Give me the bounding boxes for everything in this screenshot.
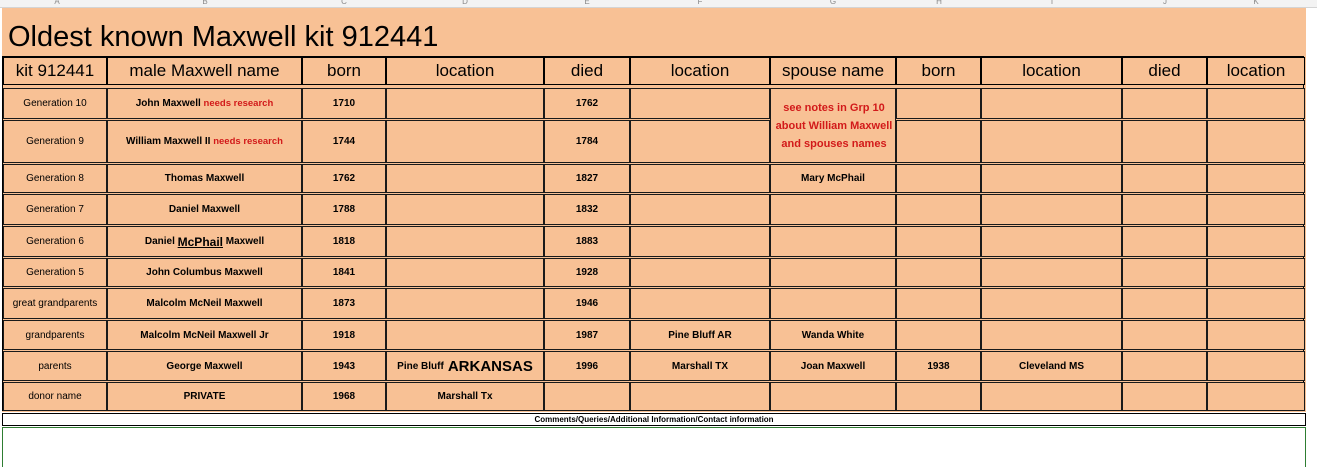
spouse-born-cell[interactable] <box>896 120 981 163</box>
generation-cell[interactable]: Generation 7 <box>3 194 107 225</box>
spouse-died-cell[interactable] <box>1122 120 1207 163</box>
generation-cell[interactable]: grandparents <box>3 320 107 350</box>
generation-cell[interactable]: Generation 6 <box>3 226 107 257</box>
spouse-location-cell[interactable] <box>981 382 1122 411</box>
spouse-location-cell[interactable] <box>981 194 1122 225</box>
spouse-died-cell[interactable] <box>1122 226 1207 257</box>
name-cell[interactable]: Daniel Maxwell <box>107 194 302 225</box>
location-cell[interactable] <box>386 288 544 319</box>
spouse-cell[interactable] <box>770 382 896 411</box>
name-cell[interactable] <box>107 88 302 119</box>
header-cell[interactable]: kit 912441 <box>3 57 107 85</box>
died-cell[interactable]: 1987 <box>544 320 630 350</box>
header-cell[interactable]: location <box>981 57 1122 85</box>
column-letter[interactable]: G <box>829 0 837 6</box>
name-cell[interactable]: John Columbus Maxwell <box>107 258 302 287</box>
location-cell[interactable] <box>386 320 544 350</box>
name-text: John Maxwell <box>135 98 201 109</box>
generation-cell[interactable]: parents <box>3 351 107 381</box>
name-cell[interactable]: Thomas Maxwell <box>107 164 302 193</box>
name-part-underlined: McPhail <box>177 234 223 249</box>
died-cell[interactable]: 1928 <box>544 258 630 287</box>
died-cell[interactable]: 1832 <box>544 194 630 225</box>
spouse-died-cell[interactable] <box>1122 258 1207 287</box>
name-cell[interactable]: Malcolm McNeil Maxwell <box>107 288 302 319</box>
spouse-location-cell[interactable] <box>981 288 1122 319</box>
spouse-died-cell[interactable] <box>1122 164 1207 193</box>
died-location-cell[interactable]: Pine Bluff AR <box>630 320 770 350</box>
born-cell[interactable]: 1968 <box>302 382 386 411</box>
spouse-born-cell[interactable] <box>896 164 981 193</box>
born-cell[interactable]: 1841 <box>302 258 386 287</box>
spouse-died-cell[interactable] <box>1122 88 1207 119</box>
research-note: needs research <box>203 98 274 109</box>
generation-cell[interactable]: Generation 10 <box>3 88 107 119</box>
header-cell[interactable]: location <box>386 57 544 85</box>
died-location-cell[interactable] <box>630 288 770 319</box>
generation-cell[interactable]: great grandparents <box>3 288 107 319</box>
spouse-location-cell[interactable] <box>981 164 1122 193</box>
column-letter[interactable]: A <box>54 0 60 6</box>
name-cell[interactable]: George Maxwell <box>107 351 302 381</box>
spouse-cell[interactable] <box>770 288 896 319</box>
column-letter[interactable]: B <box>202 0 208 6</box>
died-location-cell[interactable] <box>630 88 770 119</box>
spouse-born-cell[interactable] <box>896 88 981 119</box>
name-part: Daniel <box>144 236 175 247</box>
died-cell[interactable]: 1784 <box>544 120 630 163</box>
generation-cell[interactable]: Generation 9 <box>3 120 107 163</box>
location-cell[interactable] <box>386 226 544 257</box>
generation-cell[interactable]: Generation 5 <box>3 258 107 287</box>
location-small: Pine Bluff <box>397 360 444 372</box>
died-cell[interactable] <box>544 382 630 411</box>
research-note: needs research <box>213 136 283 147</box>
location-cell[interactable]: Marshall Tx <box>386 382 544 411</box>
born-cell[interactable]: 1744 <box>302 120 386 163</box>
born-cell[interactable]: 1873 <box>302 288 386 319</box>
spouse-died-location-cell[interactable] <box>1207 226 1305 257</box>
column-header-bar <box>0 0 1317 8</box>
died-cell[interactable]: 1762 <box>544 88 630 119</box>
spouse-born-cell[interactable] <box>896 194 981 225</box>
header-cell[interactable]: born <box>896 57 981 85</box>
column-letter[interactable]: K <box>1253 0 1259 6</box>
column-letter[interactable]: J <box>1163 0 1167 6</box>
spouse-location-cell[interactable] <box>981 88 1122 119</box>
born-cell[interactable]: 1710 <box>302 88 386 119</box>
header-cell[interactable]: spouse name <box>770 57 896 85</box>
spouse-died-location-cell[interactable] <box>1207 351 1305 381</box>
header-cell[interactable]: died <box>1122 57 1207 85</box>
location-cell[interactable] <box>386 120 544 163</box>
sheet-title[interactable]: Oldest known Maxwell kit 912441 <box>8 21 439 53</box>
born-cell[interactable]: 1818 <box>302 226 386 257</box>
spouse-cell[interactable]: Wanda White <box>770 320 896 350</box>
header-cell[interactable]: location <box>630 57 770 85</box>
born-cell[interactable]: 1943 <box>302 351 386 381</box>
born-cell[interactable]: 1788 <box>302 194 386 225</box>
died-location-cell[interactable] <box>630 120 770 163</box>
born-cell[interactable]: 1762 <box>302 164 386 193</box>
generation-cell[interactable]: Generation 8 <box>3 164 107 193</box>
header-cell[interactable]: born <box>302 57 386 85</box>
header-cell[interactable]: location <box>1207 57 1305 85</box>
spouse-location-cell[interactable] <box>981 258 1122 287</box>
spouse-died-location-cell[interactable] <box>1207 120 1305 163</box>
spouse-died-cell[interactable] <box>1122 351 1207 381</box>
column-letter[interactable]: F <box>697 0 703 6</box>
name-text: William Maxwell II <box>126 136 211 147</box>
header-cell[interactable]: male Maxwell name <box>107 57 302 85</box>
spouse-died-location-cell[interactable] <box>1207 382 1305 411</box>
generation-cell[interactable]: donor name <box>3 382 107 411</box>
died-cell[interactable]: 1827 <box>544 164 630 193</box>
spouse-location-cell[interactable]: Cleveland MS <box>981 351 1122 381</box>
died-location-cell[interactable] <box>630 258 770 287</box>
comments-label[interactable]: Comments/Queries/Additional Information/Contact information <box>2 413 1306 426</box>
location-cell[interactable] <box>386 164 544 193</box>
died-location-cell[interactable] <box>630 226 770 257</box>
spouse-note[interactable]: see notes in Grp 10 about William Maxwell and spouses names <box>775 102 893 150</box>
died-location-cell[interactable] <box>630 164 770 193</box>
spouse-died-location-cell[interactable] <box>1207 258 1305 287</box>
name-cell[interactable]: PRIVATE <box>107 382 302 411</box>
name-part: Maxwell <box>225 236 265 247</box>
spouse-died-cell[interactable] <box>1122 288 1207 319</box>
location-cell[interactable] <box>386 258 544 287</box>
spouse-born-cell[interactable] <box>896 320 981 350</box>
spouse-born-cell[interactable] <box>896 288 981 319</box>
name-cell[interactable] <box>107 226 302 257</box>
spouse-died-cell[interactable] <box>1122 320 1207 350</box>
location-cell[interactable] <box>386 194 544 225</box>
spouse-died-location-cell[interactable] <box>1207 88 1305 119</box>
born-cell[interactable]: 1918 <box>302 320 386 350</box>
died-cell[interactable]: 1996 <box>544 351 630 381</box>
spouse-cell[interactable] <box>770 258 896 287</box>
spouse-cell[interactable] <box>770 226 896 257</box>
column-letter[interactable]: H <box>936 0 942 6</box>
location-cell[interactable] <box>386 351 544 381</box>
died-location-cell[interactable] <box>630 382 770 411</box>
spouse-location-cell[interactable] <box>981 320 1122 350</box>
died-cell[interactable]: 1946 <box>544 288 630 319</box>
spouse-cell[interactable]: Joan Maxwell <box>770 351 896 381</box>
column-letter[interactable]: C <box>341 0 347 6</box>
spouse-location-cell[interactable] <box>981 226 1122 257</box>
died-cell[interactable]: 1883 <box>544 226 630 257</box>
spouse-location-cell[interactable] <box>981 120 1122 163</box>
spouse-born-cell[interactable]: 1938 <box>896 351 981 381</box>
spouse-died-location-cell[interactable] <box>1207 164 1305 193</box>
spouse-died-location-cell[interactable] <box>1207 194 1305 225</box>
spouse-born-cell[interactable] <box>896 258 981 287</box>
spouse-died-cell[interactable] <box>1122 194 1207 225</box>
header-cell[interactable]: died <box>544 57 630 85</box>
spouse-cell[interactable]: Mary McPhail <box>770 164 896 193</box>
name-cell[interactable]: Malcolm McNeil Maxwell Jr <box>107 320 302 350</box>
died-location-cell[interactable]: Marshall TX <box>630 351 770 381</box>
spouse-died-location-cell[interactable] <box>1207 288 1305 319</box>
location-cell[interactable] <box>386 88 544 119</box>
spouse-born-cell[interactable] <box>896 382 981 411</box>
comments-area[interactable] <box>2 427 1306 467</box>
spouse-born-cell[interactable] <box>896 226 981 257</box>
location-big: ARKANSAS <box>447 357 533 375</box>
column-letter[interactable]: I <box>1050 0 1054 6</box>
spouse-died-cell[interactable] <box>1122 382 1207 411</box>
column-letter[interactable]: E <box>584 0 590 6</box>
spouse-died-location-cell[interactable] <box>1207 320 1305 350</box>
spouse-cell[interactable] <box>770 194 896 225</box>
column-letter[interactable]: D <box>462 0 468 6</box>
died-location-cell[interactable] <box>630 194 770 225</box>
name-cell[interactable] <box>107 120 302 163</box>
